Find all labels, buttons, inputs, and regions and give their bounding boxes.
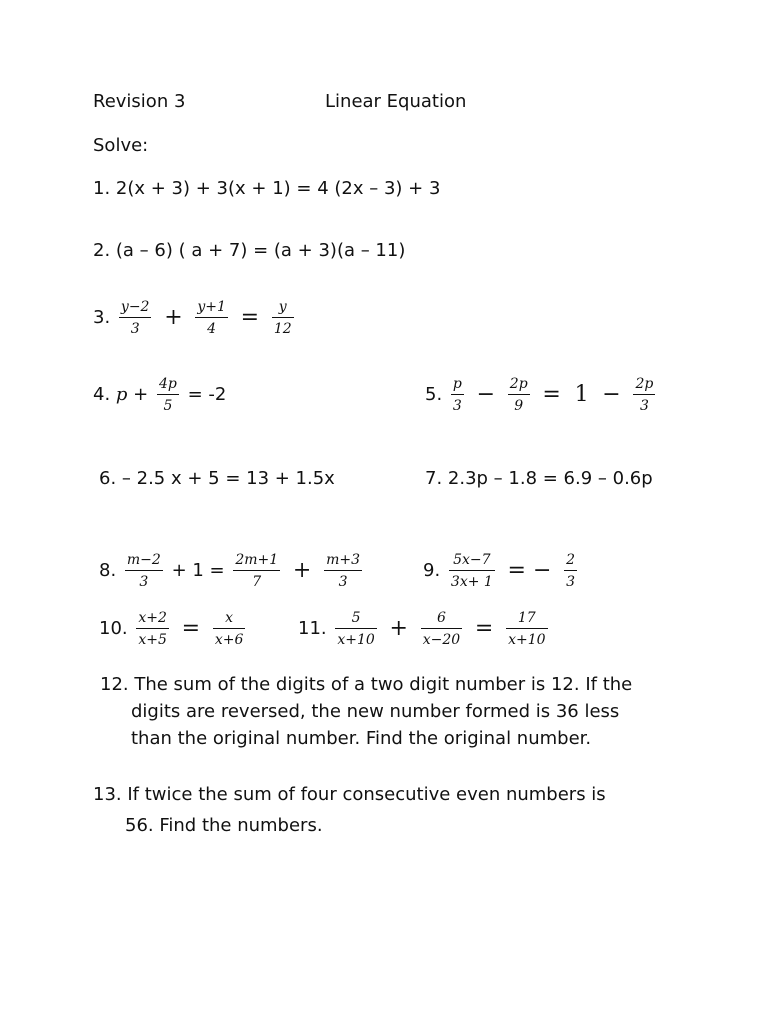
operator: + — [389, 616, 408, 641]
question-11 — [298, 610, 551, 648]
denominator: 3x+ 1 — [450, 574, 493, 590]
constant: 1 — [574, 382, 589, 407]
denominator: 12 — [273, 321, 292, 337]
numerator: 6 — [436, 610, 446, 626]
question-5 — [425, 376, 658, 414]
operator: + — [292, 558, 312, 583]
denominator: 3 — [338, 574, 348, 590]
denominator: x+10 — [508, 632, 546, 648]
question-10 — [99, 610, 248, 648]
question-8 — [99, 552, 365, 590]
operator: = — [240, 305, 260, 330]
denominator: x+6 — [214, 632, 244, 648]
denominator: 5 — [163, 398, 173, 414]
question-13 — [93, 779, 606, 841]
operator: = − — [507, 558, 552, 583]
fraction — [233, 552, 280, 590]
operator: = — [181, 616, 201, 641]
fraction — [335, 610, 376, 648]
question-13-line: 56. Find the numbers. — [125, 815, 323, 836]
numerator: 2 — [566, 552, 576, 568]
question-number: 10. — [99, 618, 134, 639]
numerator: 4p — [158, 376, 177, 392]
question-number: 11. — [298, 618, 333, 639]
denominator: 3 — [566, 574, 576, 590]
numerator: y — [278, 299, 287, 315]
fraction — [508, 376, 530, 414]
fraction — [506, 610, 547, 648]
fraction — [633, 376, 655, 414]
question-number: 5. — [425, 384, 448, 405]
denominator: 3 — [130, 321, 140, 337]
numerator: x — [225, 610, 234, 626]
operator: − — [602, 382, 621, 407]
numerator: m−2 — [126, 552, 161, 568]
denominator: 3 — [452, 398, 462, 414]
fraction — [451, 376, 464, 414]
operator: = — [542, 382, 561, 407]
operator: + — [164, 305, 183, 330]
question-9 — [423, 552, 580, 590]
header-topic: Linear Equation — [325, 91, 467, 112]
fraction — [157, 376, 179, 414]
numerator: p — [452, 376, 462, 392]
numerator: 2p — [635, 376, 654, 392]
numerator: 5x−7 — [453, 552, 491, 568]
numerator: 2m+1 — [235, 552, 279, 568]
operator: + — [127, 384, 154, 405]
numerator: y−2 — [120, 299, 150, 315]
question-number: 3. — [93, 307, 116, 328]
question-number: 8. — [99, 560, 122, 581]
fraction — [195, 299, 228, 337]
question-12 — [100, 671, 632, 752]
denominator: x+10 — [337, 632, 375, 648]
denominator: 9 — [514, 398, 524, 414]
question-4 — [93, 376, 226, 414]
question-1: 1. 2(x + 3) + 3(x + 1) = 4 (2x – 3) + 3 — [93, 178, 441, 199]
numerator: x+2 — [138, 610, 167, 626]
variable: p — [115, 384, 128, 405]
operator: = — [474, 616, 494, 641]
numerator: 5 — [351, 610, 361, 626]
question-12-line: digits are reversed, the new number formed is 36 less — [131, 701, 620, 722]
question-12-line: 12. The sum of the digits of a two digit number is 12. If the — [100, 674, 633, 695]
denominator: 7 — [252, 574, 262, 590]
fraction — [324, 552, 362, 590]
numerator: m+3 — [326, 552, 360, 568]
fraction — [272, 299, 294, 337]
denominator: 3 — [639, 398, 649, 414]
middle-term: + 1 = — [171, 560, 231, 581]
fraction — [136, 610, 169, 648]
fraction — [213, 610, 246, 648]
numerator: 2p — [509, 376, 528, 392]
question-number: 9. — [423, 560, 446, 581]
right-side: = -2 — [187, 384, 227, 405]
denominator: x+5 — [138, 632, 167, 648]
question-7: 7. 2.3p – 1.8 = 6.9 – 0.6p — [425, 468, 653, 489]
fraction — [421, 610, 462, 648]
denominator: 4 — [207, 321, 217, 337]
operator: − — [476, 382, 496, 407]
header-revision: Revision 3 — [93, 91, 186, 112]
fraction — [564, 552, 577, 590]
question-3 — [93, 299, 297, 337]
question-2: 2. (a – 6) ( a + 7) = (a + 3)(a – 11) — [93, 240, 406, 261]
denominator: x−20 — [422, 632, 461, 648]
question-12-line: than the original number. Find the original number. — [131, 728, 592, 749]
denominator: 3 — [139, 574, 149, 590]
fraction — [125, 552, 163, 590]
question-6: 6. – 2.5 x + 5 = 13 + 1.5x — [99, 468, 335, 489]
numerator: y+1 — [197, 299, 226, 315]
question-number: 4. — [93, 384, 116, 405]
question-13-line: 13. If twice the sum of four consecutive even numbers is — [93, 784, 606, 805]
numerator: 17 — [517, 610, 536, 626]
instruction-text: Solve: — [93, 135, 149, 156]
fraction — [119, 299, 152, 337]
fraction — [449, 552, 495, 590]
